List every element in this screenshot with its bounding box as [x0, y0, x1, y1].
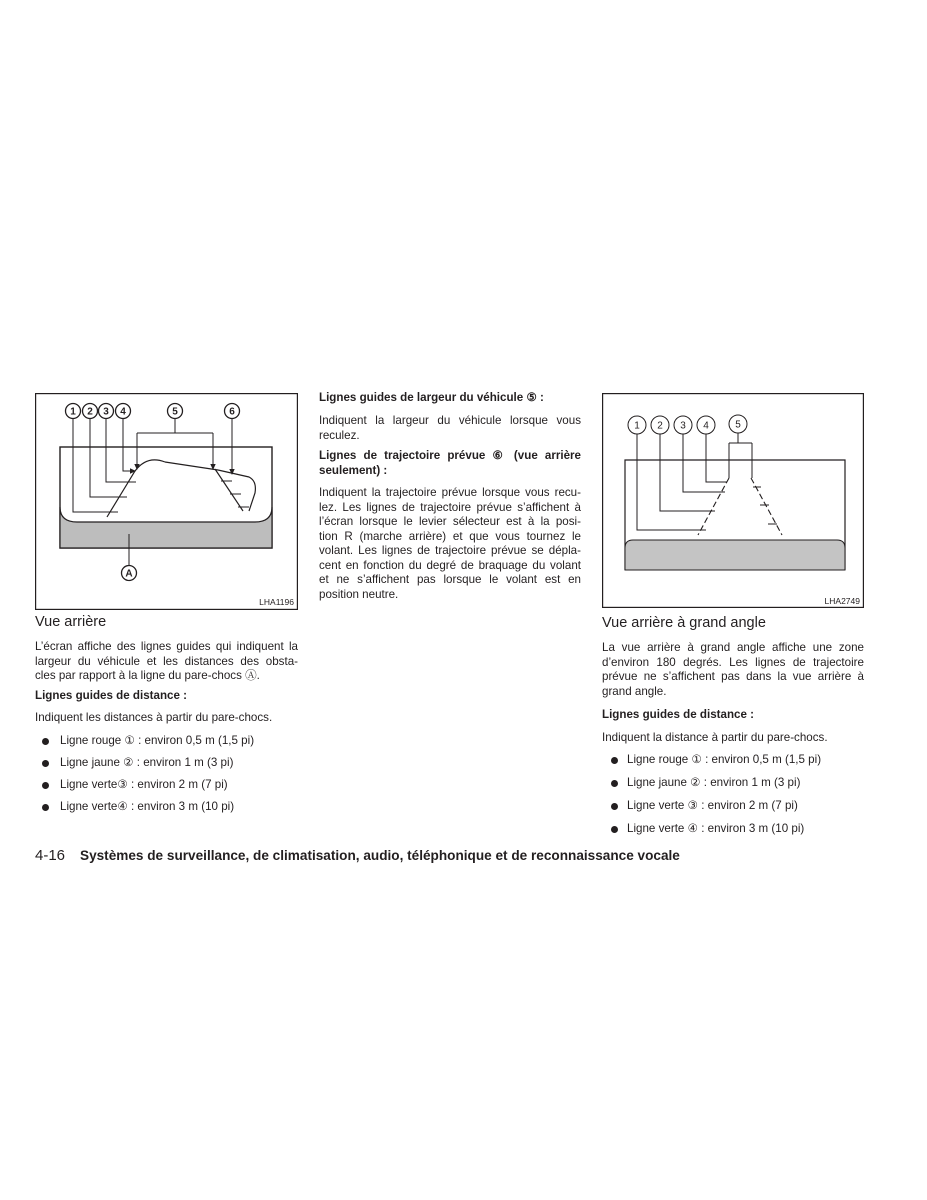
paragraph-line: largeur du véhicule et les distances des obsta-	[35, 654, 298, 668]
paragraph-line: volant. Les lignes de trajectoire prévue se dépla-	[319, 544, 581, 557]
list-item	[611, 799, 871, 814]
wide-view-figure	[602, 393, 864, 608]
paragraph-line: reculez.	[319, 428, 360, 442]
marker-5	[729, 415, 747, 433]
heading-line: Lignes de trajectoire prévue ⑥ (vue arrière	[319, 449, 581, 462]
paragraph-line: La vue arrière à grand angle affiche une zone	[602, 641, 864, 654]
paragraph-line: cles par rapport à la ligne du pare-chocs Ⓐ.	[35, 669, 260, 682]
marker-2-label: 2	[657, 420, 663, 432]
paragraph-line: l’écran lorsque le levier sélecteur est à la posi-	[319, 515, 581, 528]
list-item-text: Ligne verte ④ : environ 3 m (10 pi)	[627, 822, 805, 835]
bullet-icon	[42, 804, 49, 811]
list-item	[42, 800, 302, 815]
list-item-text: Ligne verte④ : environ 3 m (10 pi)	[60, 800, 235, 813]
marker-3	[674, 416, 692, 434]
bullet-icon	[42, 782, 49, 789]
paragraph-line: tion R (marche arrière) et que vous tournez le	[319, 529, 581, 543]
rear-view-figure	[35, 393, 298, 610]
paragraph-line: position neutre.	[319, 587, 399, 601]
paragraph-line: et ne s’affichent pas lorsque le volant est en	[319, 573, 581, 586]
list-item-text: Ligne verte③ : environ 2 m (7 pi)	[60, 778, 228, 791]
paragraph-line: lez. Les lignes de trajectoire prévue s’affichent à	[319, 500, 581, 514]
width-guides-text	[319, 414, 581, 443]
marker-2-label: 2	[87, 406, 93, 418]
rear-view-intro	[35, 640, 298, 684]
trajectory-guides-text	[319, 486, 581, 602]
bullet-icon	[611, 757, 618, 764]
trajectory-guides-heading	[319, 449, 581, 478]
bullet-icon	[611, 803, 618, 810]
wide-view-intro	[602, 641, 864, 699]
list-item	[42, 756, 302, 771]
paragraph-line: cent en fonction du degré de braquage du volant	[319, 558, 581, 572]
list-item-text: Ligne jaune ② : environ 1 m (3 pi)	[627, 776, 801, 789]
marker-4-label: 4	[703, 420, 709, 432]
list-item-text: Ligne verte ③ : environ 2 m (7 pi)	[627, 799, 798, 812]
bullet-icon	[611, 780, 618, 787]
marker-a	[122, 566, 137, 581]
marker-5-label: 5	[735, 419, 741, 431]
figure-code: LHA1196	[259, 597, 294, 607]
paragraph-line: d’environ 180 degrés. Les lignes de trajectoire	[602, 655, 864, 669]
wide-distance-intro: Indiquent la distance à partir du pare-chocs.	[602, 731, 828, 744]
marker-5-label: 5	[172, 406, 178, 418]
marker-3-label: 3	[103, 406, 109, 418]
marker-1-label: 1	[70, 406, 76, 418]
list-item	[42, 778, 302, 793]
list-item-text: Ligne rouge ① : environ 0,5 m (1,5 pi)	[60, 734, 255, 747]
paragraph-line: grand angle.	[602, 684, 667, 698]
marker-3	[99, 404, 114, 419]
figure-code: LHA2749	[824, 596, 860, 606]
rear-distance-heading: Lignes guides de distance :	[35, 689, 188, 702]
width-guides-heading: Lignes guides de largeur du véhicule ⑤ :	[319, 391, 544, 404]
marker-4	[116, 404, 131, 419]
page-number: 4-16	[35, 847, 66, 864]
list-item	[611, 822, 871, 837]
list-item	[611, 753, 871, 768]
list-item	[42, 734, 302, 749]
list-item-text: Ligne jaune ② : environ 1 m (3 pi)	[60, 756, 234, 769]
paragraph-line: prévue ne s’affichent pas dans la vue arrière à	[602, 670, 864, 683]
list-item-text: Ligne rouge ① : environ 0,5 m (1,5 pi)	[627, 753, 822, 766]
marker-6	[225, 404, 240, 419]
bumper-area	[625, 540, 845, 570]
marker-1	[66, 404, 81, 419]
wide-view-title: Vue arrière à grand angle	[602, 615, 766, 631]
section-title: Systèmes de surveillance, de climatisation, audio, téléphonique et de reconnaissance vocale	[80, 848, 680, 863]
bullet-icon	[42, 738, 49, 745]
marker-2	[651, 416, 669, 434]
paragraph-line: L’écran affiche des lignes guides qui indiquent la	[35, 640, 298, 653]
marker-6-label: 6	[229, 406, 235, 418]
bullet-icon	[42, 760, 49, 767]
marker-1-label: 1	[634, 420, 640, 432]
marker-3-label: 3	[680, 420, 686, 432]
marker-a-label: A	[125, 568, 133, 580]
marker-5	[168, 404, 183, 419]
marker-1	[628, 416, 646, 434]
marker-4-label: 4	[120, 406, 126, 418]
marker-4	[697, 416, 715, 434]
heading-line: seulement) :	[319, 463, 388, 477]
marker-2	[83, 404, 98, 419]
bullet-icon	[611, 826, 618, 833]
wide-distance-heading: Lignes guides de distance :	[602, 708, 755, 721]
paragraph-line: Indiquent la largeur du véhicule lorsque vous	[319, 414, 581, 427]
rear-view-title: Vue arrière	[35, 614, 107, 630]
rear-view-diagram	[35, 393, 298, 610]
list-item	[611, 776, 871, 791]
wide-view-diagram	[602, 393, 864, 608]
rear-distance-intro: Indiquent les distances à partir du pare-chocs.	[35, 711, 273, 724]
paragraph-line: Indiquent la trajectoire prévue lorsque vous recu-	[319, 486, 581, 499]
